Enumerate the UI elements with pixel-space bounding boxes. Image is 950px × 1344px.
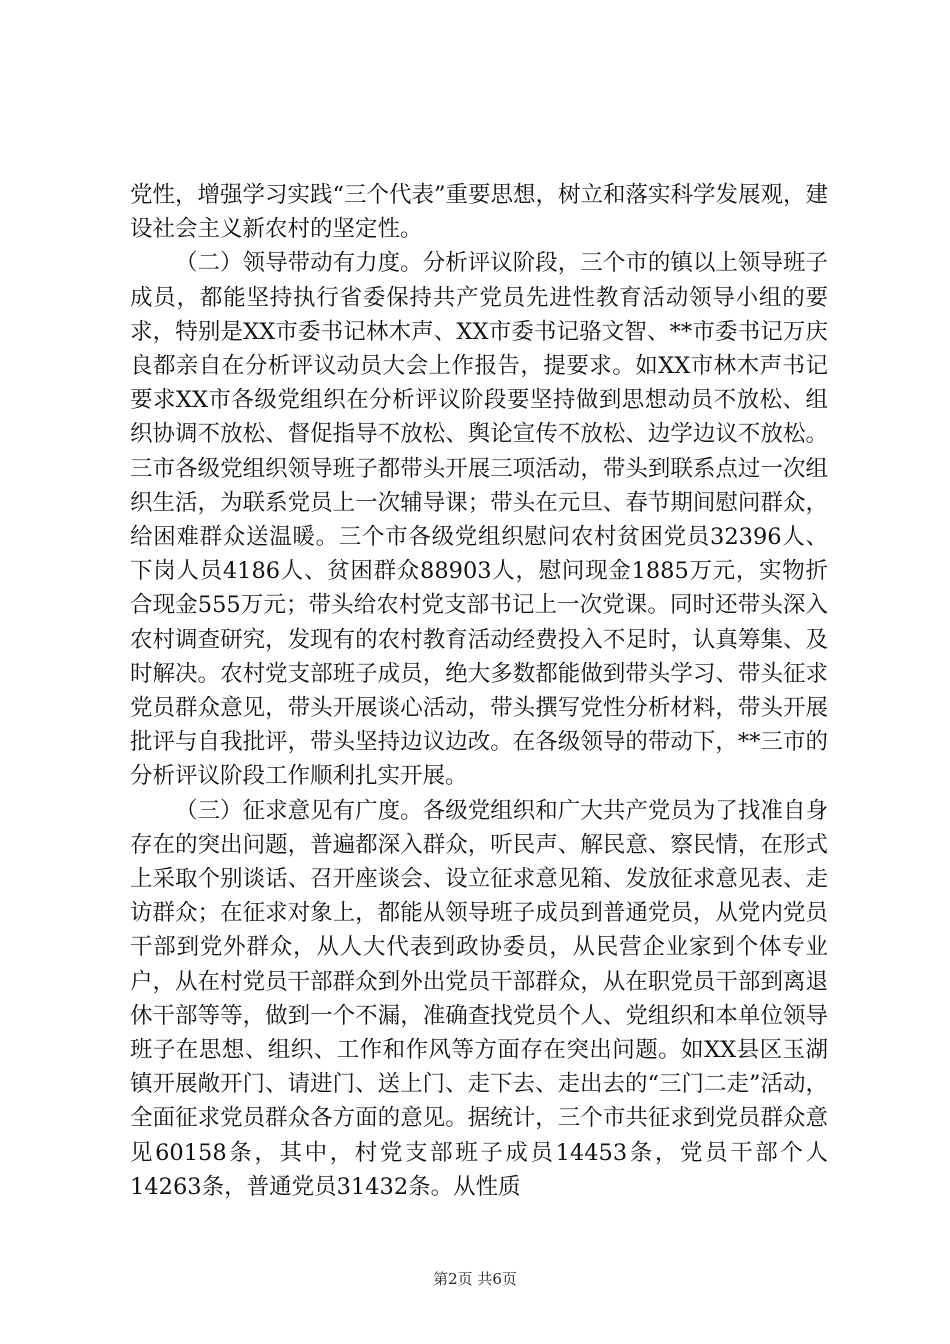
paragraph-2: （二）领导带动有力度。分析评议阶段，三个市的镇以上领导班子成员，都能坚持执行省委保持共产党员先进性教育活动领导小组的要求，特别是XX市委书记林木声、XX市委书记骆文智、**市委书记万庆良都亲自在分析评议动员大会上作报告，提要求。如XX市林木声书记要求XX市各级党组织在分析评议阶段要坚持做到思想动员不放松、组织协调不放松、督促指导不放松、舆论宣传不放松、边学边议不放松。三市各级党组织领导班子都带头开展三项活动，带头到联系点过一次组织生活，为联系党员上一次辅导课；带头在元旦、春节期间慰问群众，给困难群众送温暖。三个市各级党组织慰问农村贫困党员32396人、下岗人员4186人、贫困群众88903人，慰问现金1885万元，实物折合现金555万元；带头给农村党支部书记上一次党课。同时还带头深入农村调查研究，发现有的农村教育活动经费投入不足时，认真筹集、及时解决。农村党支部班子成员，绝大多数都能做到带头学习、带头征求党员群众意见，带头开展谈心活动，带头撰写党性分析材料，带头开展批评与自我批评，带头坚持边议边改。在各级领导的带动下，**三市的分析评议阶段工作顺利扎实开展。 <box>130 250 828 790</box>
page-footer: 第2页 共6页 <box>433 1270 517 1288</box>
paragraph-3: （三）征求意见有广度。各级党组织和广大共产党员为了找准自身存在的突出问题，普遍都深入群众，听民声、解民意、察民情，在形式上采取个别谈话、召开座谈会、设立征求意见箱、发放征求意见表、走访群众；在征求对象上，都能从领导班子成员到普通党员，从党内党员干部到党外群众，从人大代表到政协委员，从民营企业家到个体专业户，从在村党员干部群众到外出党员干部群众，从在职党员干部到离退休干部等等，做到一个不漏，准确查找党员个人、党组织和本单位领导班子在思想、组织、工作和作风等方面存在突出问题。如XX县区玉湖镇开展敞开门、请进门、送上门、走下去、走出去的“三门二走”活动，全面征求党员群众各方面的意见。据统计，三个市共征求到党员群众意见60158条，其中，村党支部班子成员14453条，党员干部个人14263条，普通党员31432条。从性质 <box>130 797 829 1200</box>
paragraph-1: 党性，增强学习实践“三个代表”重要思想，树立和落实科学发展观，建设社会主义新农村的坚定性。 <box>130 182 829 243</box>
document-body <box>130 178 828 1204</box>
